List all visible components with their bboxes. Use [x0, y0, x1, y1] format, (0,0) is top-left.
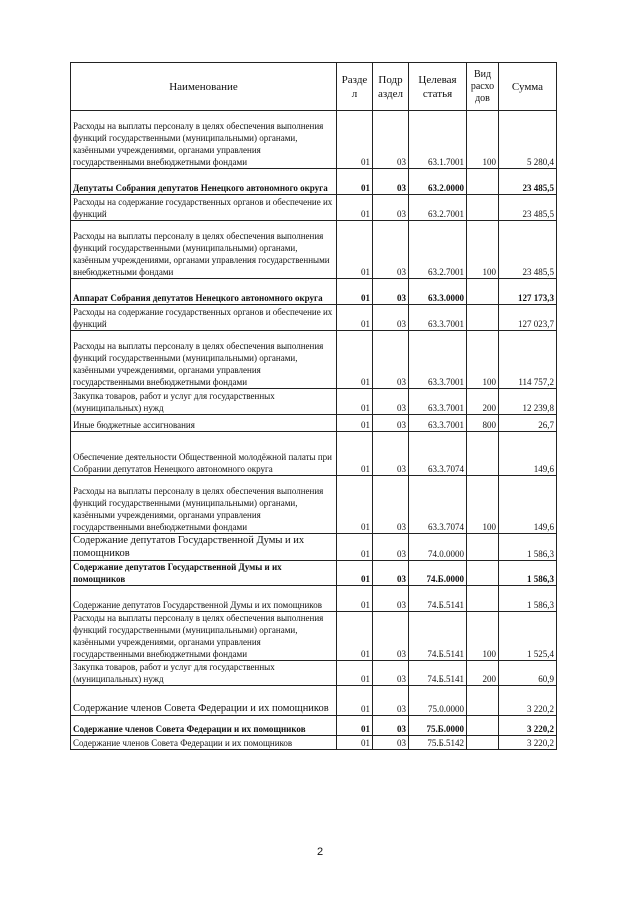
header-amount: Сумма: [499, 63, 557, 111]
table-row: [71, 279, 557, 305]
cell-name: Закупка товаров, работ и услуг для государственных (муниципальных) нужд: [71, 389, 337, 415]
table-body: [71, 111, 557, 750]
cell-section: 01: [337, 305, 373, 331]
cell-amount: 3 220,2: [499, 736, 557, 750]
cell-amount: 3 220,2: [499, 686, 557, 716]
table-row: [71, 612, 557, 661]
cell-subsection: 03: [373, 586, 409, 612]
cell-section: 01: [337, 686, 373, 716]
cell-target: 63.3.7074: [409, 432, 467, 476]
cell-expense-type: [467, 534, 499, 561]
cell-expense-type: [467, 561, 499, 586]
cell-subsection: 03: [373, 716, 409, 736]
table-row: [71, 686, 557, 716]
cell-subsection: 03: [373, 331, 409, 389]
cell-expense-type: [467, 686, 499, 716]
table-row: [71, 476, 557, 534]
cell-amount: 3 220,2: [499, 716, 557, 736]
cell-name: Содержание членов Совета Федерации и их помощников: [71, 716, 337, 736]
cell-section: 01: [337, 279, 373, 305]
cell-name: Содержание депутатов Государственной Думы и их помощников: [71, 586, 337, 612]
header-target: Целевая статья: [409, 63, 467, 111]
header-section: Разде л: [337, 63, 373, 111]
table-row: [71, 736, 557, 750]
table-row: [71, 221, 557, 279]
cell-subsection: 03: [373, 279, 409, 305]
cell-target: 63.1.7001: [409, 111, 467, 169]
cell-expense-type: [467, 305, 499, 331]
cell-amount: 1 525,4: [499, 612, 557, 661]
cell-name: Расходы на содержание государственных органов и обеспечение их функций: [71, 305, 337, 331]
cell-amount: 127 023,7: [499, 305, 557, 331]
cell-section: 01: [337, 389, 373, 415]
cell-subsection: 03: [373, 561, 409, 586]
cell-expense-type: 100: [467, 221, 499, 279]
cell-name: Расходы на выплаты персоналу в целях обеспечения выполнения функций государственными (муниципальными) органами, казёнными учреждениями, органами управления государственными внебюджетными фондами: [71, 111, 337, 169]
cell-subsection: 03: [373, 661, 409, 686]
cell-amount: 114 757,2: [499, 331, 557, 389]
cell-name: Содержание депутатов Государственной Думы и их помощников: [71, 534, 337, 561]
cell-target: 63.3.7001: [409, 305, 467, 331]
cell-name: Содержание членов Совета Федерации и их помощников: [71, 736, 337, 750]
table-row: [71, 534, 557, 561]
table-row: [71, 561, 557, 586]
table-row: [71, 195, 557, 221]
table-row: [71, 169, 557, 195]
cell-amount: 26,7: [499, 415, 557, 432]
cell-target: 63.2.7001: [409, 195, 467, 221]
cell-subsection: 03: [373, 195, 409, 221]
cell-target: 74.Б.5141: [409, 661, 467, 686]
cell-target: 63.3.7074: [409, 476, 467, 534]
table-header-row: [71, 63, 557, 111]
cell-name: Содержание членов Совета Федерации и их помощников: [71, 686, 337, 716]
cell-section: 01: [337, 736, 373, 750]
cell-expense-type: 100: [467, 111, 499, 169]
cell-expense-type: 100: [467, 476, 499, 534]
cell-target: 63.3.0000: [409, 279, 467, 305]
cell-amount: 23 485,5: [499, 195, 557, 221]
cell-subsection: 03: [373, 169, 409, 195]
cell-expense-type: [467, 736, 499, 750]
cell-expense-type: [467, 716, 499, 736]
cell-name: Депутаты Собрания депутатов Ненецкого автономного округа: [71, 169, 337, 195]
table-row: [71, 389, 557, 415]
header-subsection: Подр аздел: [373, 63, 409, 111]
cell-subsection: 03: [373, 415, 409, 432]
cell-section: 01: [337, 476, 373, 534]
cell-target: 63.2.7001: [409, 221, 467, 279]
cell-expense-type: [467, 279, 499, 305]
cell-section: 01: [337, 612, 373, 661]
cell-target: 63.2.0000: [409, 169, 467, 195]
cell-name: Обеспечение деятельности Общественной молодёжной палаты при Собрании депутатов Ненецкого автономного округа: [71, 432, 337, 476]
cell-section: 01: [337, 169, 373, 195]
cell-expense-type: [467, 586, 499, 612]
cell-section: 01: [337, 195, 373, 221]
table-row: [71, 305, 557, 331]
cell-expense-type: 200: [467, 661, 499, 686]
cell-name: Расходы на выплаты персоналу в целях обеспечения выполнения функций государственными (муниципальными) органами, казёнными учреждениями, органами управления государственными внебюджетными фондами: [71, 612, 337, 661]
cell-expense-type: 200: [467, 389, 499, 415]
cell-target: 74.0.0000: [409, 534, 467, 561]
cell-amount: 23 485,5: [499, 169, 557, 195]
table-row: [71, 111, 557, 169]
budget-table: [70, 62, 557, 750]
cell-subsection: 03: [373, 686, 409, 716]
table-row: [71, 432, 557, 476]
cell-subsection: 03: [373, 389, 409, 415]
cell-name: Расходы на выплаты персоналу в целях обеспечения выполнения функций государственными (муниципальными) органами, казёнными учреждениями, органами управления государственными внебюджетными фондами: [71, 331, 337, 389]
header-name: Наименование: [71, 63, 337, 111]
header-expense-type: Вид расхо дов: [467, 63, 499, 111]
cell-expense-type: 100: [467, 331, 499, 389]
cell-amount: 149,6: [499, 476, 557, 534]
cell-expense-type: 100: [467, 612, 499, 661]
cell-subsection: 03: [373, 476, 409, 534]
cell-subsection: 03: [373, 736, 409, 750]
cell-amount: 127 173,3: [499, 279, 557, 305]
cell-name: Закупка товаров, работ и услуг для государственных (муниципальных) нужд: [71, 661, 337, 686]
table-row: [71, 661, 557, 686]
cell-target: 63.3.7001: [409, 389, 467, 415]
cell-target: 74.Б.5141: [409, 586, 467, 612]
cell-expense-type: 800: [467, 415, 499, 432]
cell-section: 01: [337, 432, 373, 476]
cell-section: 01: [337, 586, 373, 612]
cell-target: 75.Б.0000: [409, 716, 467, 736]
cell-name: Расходы на выплаты персоналу в целях обеспечения выполнения функций государственными (муниципальными) органами, казёнными учреждениями, органами управления государственными внебюджетными фондами: [71, 476, 337, 534]
cell-target: 63.3.7001: [409, 415, 467, 432]
cell-amount: 1 586,3: [499, 561, 557, 586]
cell-name: Содержание депутатов Государственной Думы и их помощников: [71, 561, 337, 586]
table-row: [71, 716, 557, 736]
cell-expense-type: [467, 195, 499, 221]
cell-section: 01: [337, 534, 373, 561]
cell-target: 75.0.0000: [409, 686, 467, 716]
cell-target: 74.Б.0000: [409, 561, 467, 586]
cell-subsection: 03: [373, 432, 409, 476]
table-row: [71, 586, 557, 612]
cell-section: 01: [337, 111, 373, 169]
cell-amount: 12 239,8: [499, 389, 557, 415]
cell-name: Расходы на содержание государственных органов и обеспечение их функций: [71, 195, 337, 221]
cell-amount: 23 485,5: [499, 221, 557, 279]
cell-section: 01: [337, 331, 373, 389]
page-number: 2: [316, 846, 324, 858]
table-row: [71, 331, 557, 389]
cell-name: Аппарат Собрания депутатов Ненецкого автономного округа: [71, 279, 337, 305]
cell-target: 63.3.7001: [409, 331, 467, 389]
cell-name: Иные бюджетные ассигнования: [71, 415, 337, 432]
cell-amount: 60,9: [499, 661, 557, 686]
cell-target: 75.Б.5142: [409, 736, 467, 750]
cell-expense-type: [467, 432, 499, 476]
cell-subsection: 03: [373, 111, 409, 169]
cell-section: 01: [337, 415, 373, 432]
cell-section: 01: [337, 561, 373, 586]
cell-expense-type: [467, 169, 499, 195]
cell-subsection: 03: [373, 305, 409, 331]
cell-subsection: 03: [373, 612, 409, 661]
cell-amount: 5 280,4: [499, 111, 557, 169]
cell-section: 01: [337, 221, 373, 279]
cell-amount: 1 586,3: [499, 534, 557, 561]
cell-subsection: 03: [373, 534, 409, 561]
cell-name: Расходы на выплаты персоналу в целях обеспечения выполнения функций государственными (муниципальными) органами, казённым учреждениями, органами управления государственными внебюджетными фондами: [71, 221, 337, 279]
cell-section: 01: [337, 661, 373, 686]
cell-section: 01: [337, 716, 373, 736]
cell-amount: 1 586,3: [499, 586, 557, 612]
table-row: [71, 415, 557, 432]
cell-subsection: 03: [373, 221, 409, 279]
cell-amount: 149,6: [499, 432, 557, 476]
cell-target: 74.Б.5141: [409, 612, 467, 661]
